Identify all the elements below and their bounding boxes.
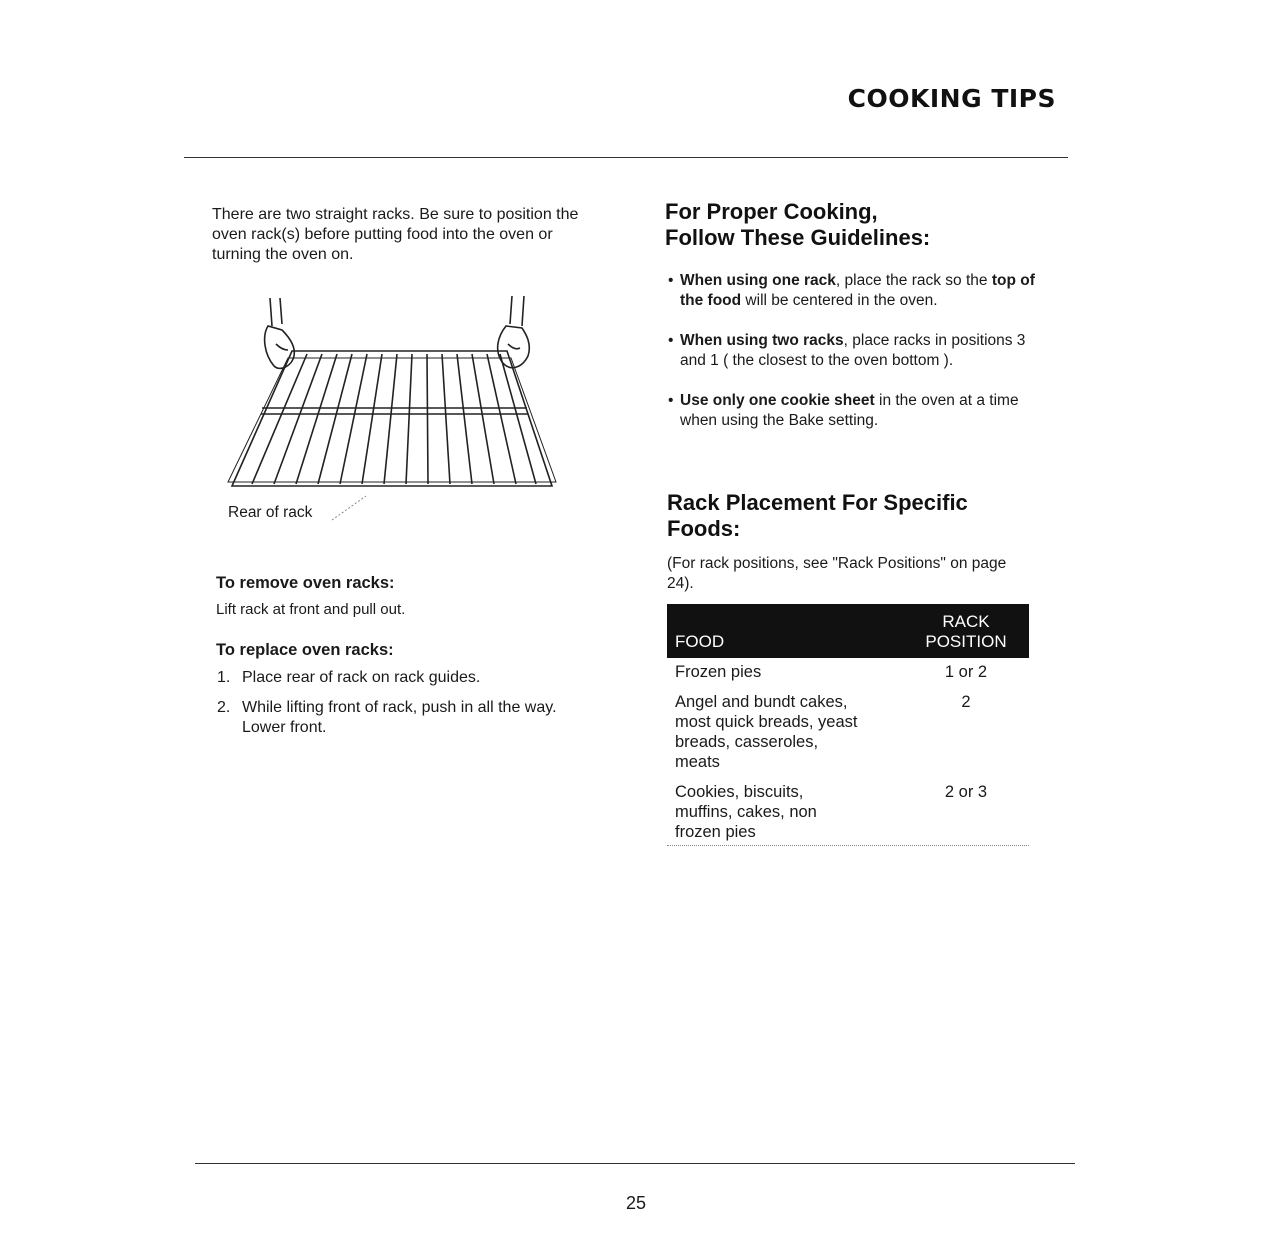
figure-caption: Rear of rack: [228, 504, 313, 521]
rack-intro-text: There are two straight racks. Be sure to position the oven rack(s) before putting food into the oven or turning the oven on.: [212, 206, 579, 263]
guidelines-heading-line2: Follow These Guidelines:: [665, 225, 931, 250]
remove-racks-heading: To remove oven racks:: [216, 574, 395, 592]
bullet-icon: •: [668, 272, 674, 289]
footer-rule: [195, 1163, 1075, 1164]
food-column-header: FOOD: [667, 604, 903, 658]
guidelines-heading: [665, 199, 930, 251]
step-text: Place rear of rack on rack guides.: [242, 669, 481, 686]
bullet-icon: •: [668, 332, 674, 349]
bullet-text: will be centered in the oven.: [741, 292, 938, 309]
bullet-bold: top of the food: [680, 272, 1035, 309]
remove-racks-text: Lift rack at front and pull out.: [216, 601, 406, 618]
bullet-bold: When using two racks: [680, 332, 844, 349]
replace-racks-heading: To replace oven racks:: [216, 641, 394, 659]
position-header-line2: POSITION: [925, 632, 1007, 651]
bullet-text: in the oven at a time when using the Bake setting.: [680, 392, 1019, 429]
rack-placement-heading-line1: Rack Placement For Specific: [667, 490, 968, 515]
caption-leader-line: [330, 494, 370, 524]
guideline-bullet: [668, 331, 1048, 371]
table-header-row: [667, 604, 1029, 658]
bullet-text: , place racks in positions 3 and 1 ( the closest to the oven bottom ).: [680, 332, 1026, 369]
step-text: While lifting front of rack, push in all the way. Lower front.: [242, 699, 557, 736]
position-cell: 2: [961, 693, 971, 711]
guidelines-heading-line1: For Proper Cooking,: [665, 199, 878, 224]
bullet-bold: Use only one cookie sheet: [680, 392, 875, 409]
step-number: 1.: [217, 669, 231, 686]
oven-rack-illustration: [222, 296, 562, 496]
position-cell: 1 or 2: [944, 663, 988, 681]
list-item: [217, 698, 587, 738]
table-row: [667, 778, 1029, 848]
rack-placement-note: (For rack positions, see "Rack Positions" on page 24).: [667, 555, 1007, 592]
position-header-line1: RACK: [942, 612, 990, 631]
food-cell: Angel and bundt cakes, most quick breads, yeast breads, casseroles, meats: [675, 693, 858, 771]
table-bottom-rule: [667, 845, 1029, 846]
section-title: COOKING TIPS: [847, 84, 1056, 113]
rack-placement-heading: [667, 490, 1027, 542]
replace-steps-list: [217, 668, 587, 748]
position-column-header: [903, 604, 1029, 658]
guideline-bullet: [668, 391, 1048, 431]
oven-rack-icon: [222, 296, 562, 496]
guideline-bullet: [668, 271, 1048, 311]
bullet-text: , place the rack so the: [835, 272, 992, 289]
rack-placement-table: [667, 604, 1029, 848]
rack-placement-heading-line2: Foods:: [667, 516, 741, 541]
step-number: 2.: [217, 699, 231, 716]
table-row: [667, 688, 1029, 778]
header-rule: [184, 157, 1068, 158]
table-row: [667, 658, 1029, 688]
list-item: [217, 668, 587, 688]
bullet-bold: When using one rack: [680, 272, 836, 289]
bullet-icon: •: [668, 392, 674, 409]
food-cell: Frozen pies: [675, 663, 762, 681]
position-cell: 2 or 3: [944, 783, 988, 801]
food-cell: Cookies, biscuits, muffins, cakes, non frozen pies: [675, 783, 817, 841]
page-number: 25: [625, 1193, 647, 1213]
